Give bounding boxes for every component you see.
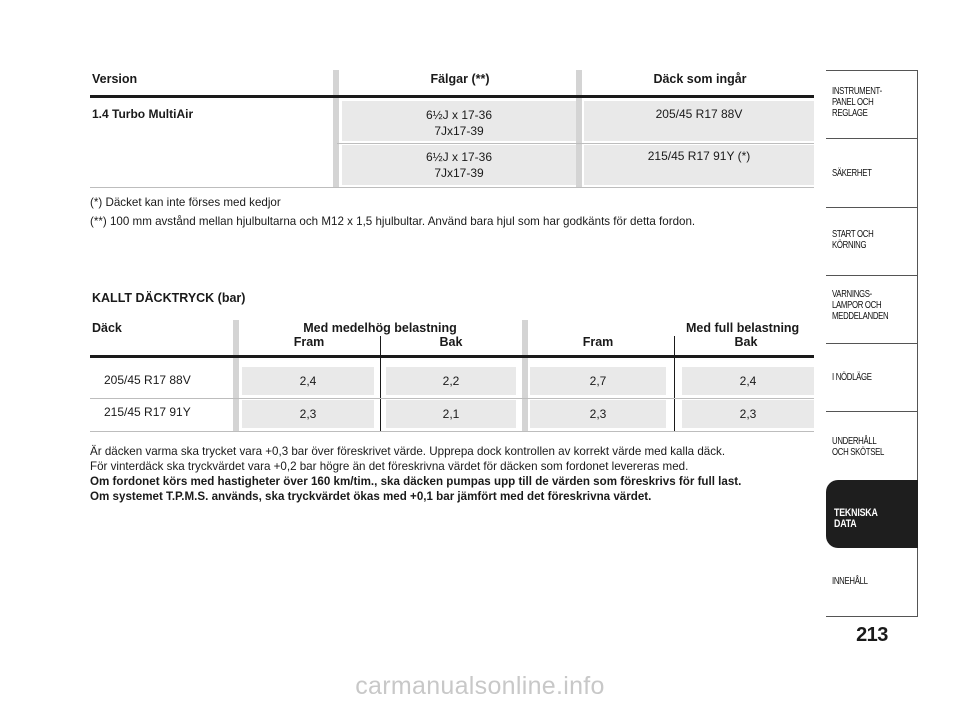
header-rule (90, 355, 814, 358)
paragraph-winter-tyres: För vinterdäck ska tryckvärdet vara +0,2 bar högre än det föreskrivna värdet för däcken som fordonet levereras med. (90, 460, 689, 473)
table-row (342, 149, 576, 181)
column-separator (576, 70, 582, 188)
header-rear: Bak (439, 335, 463, 349)
tab-warning-lights[interactable] (826, 275, 916, 343)
column-separator (522, 320, 528, 432)
pressure-full-rear: 2,3 (682, 400, 814, 428)
table-row (342, 107, 576, 139)
page-number: 213 (856, 624, 888, 646)
rim-size: 6½J x 17-36 (425, 108, 493, 122)
tab-maintenance[interactable] (826, 411, 916, 480)
tyre-size: 215/45 R17 91Y (104, 405, 191, 419)
tab-label: TEKNISKA DATA (834, 507, 878, 530)
tab-instrument-panel[interactable] (826, 70, 916, 138)
table-bottom-rule (90, 431, 814, 432)
pressure-full-front: 2,7 (530, 367, 666, 395)
tab-technical-data[interactable] (826, 480, 918, 548)
header-front: Fram (582, 335, 614, 349)
header-medium-load: Med medelhög belastning (303, 321, 457, 335)
tab-label: START OCH KÖRNING (832, 229, 874, 251)
body-text (90, 444, 816, 504)
version-value: 1.4 Turbo MultiAir (92, 107, 194, 121)
header-tyre: Däck (92, 321, 122, 335)
tyre-size: 205/45 R17 88V (104, 373, 191, 387)
rim-size: 7Jx17-39 (434, 166, 484, 180)
pressure-full-front: 2,3 (530, 400, 666, 428)
header-rear: Bak (734, 335, 758, 349)
tyre-value: 205/45 R17 88V (655, 107, 743, 121)
header-rims: Fälgar (**) (430, 72, 490, 86)
tab-label: VARNINGS- LAMPOR OCH MEDDELANDEN (832, 289, 889, 322)
column-separator (674, 336, 675, 432)
tab-contents[interactable] (826, 548, 916, 616)
rim-size: 7Jx17-39 (434, 124, 484, 138)
rim-size: 6½J x 17-36 (425, 150, 493, 164)
tab-starting-driving[interactable] (826, 207, 916, 275)
pressure-medium-front: 2,4 (242, 367, 374, 395)
header-tyres: Däck som ingår (653, 72, 747, 86)
tab-label: I NÖDLÄGE (832, 372, 872, 383)
tab-label: UNDERHÅLL OCH SKÖTSEL (832, 436, 885, 458)
tyre-value: 215/45 R17 91Y (*) (647, 149, 751, 163)
pressure-medium-rear: 2,1 (386, 400, 516, 428)
section-title: KALLT DÄCKTRYCK (bar) (92, 291, 246, 305)
row-separator (90, 398, 814, 399)
row-separator (337, 143, 814, 144)
tab-divider (826, 616, 918, 617)
header-full-load: Med full belastning (686, 321, 800, 335)
column-separator (380, 336, 381, 432)
footnote-bolts: (**) 100 mm avstånd mellan hjulbultarna och M12 x 1,5 hjulbultar. Använd bara hjul som har godkänts för detta fordon. (90, 215, 696, 228)
paragraph-tpms: Om systemet T.P.M.S. används, ska tryckvärdet ökas med +0,1 bar jämfört med det föreskrivna värdet. (90, 490, 652, 503)
tab-edge (917, 548, 918, 616)
tab-safety[interactable] (826, 138, 916, 207)
header-front: Fram (293, 335, 325, 349)
tab-label: SÄKERHET (832, 168, 872, 179)
paragraph-high-speed: Om fordonet körs med hastigheter över 160 km/tim., ska däcken pumpas upp till de värden som föreskrivs för full last. (90, 475, 742, 488)
pressure-medium-front: 2,3 (242, 400, 374, 428)
header-rule (90, 95, 814, 98)
tab-label: INSTRUMENT- PANEL OCH REGLAGE (832, 86, 882, 119)
tab-emergency[interactable] (826, 343, 916, 411)
pressure-medium-rear: 2,2 (386, 367, 516, 395)
paragraph-warm-tyres: Är däcken varma ska trycket vara +0,3 bar över föreskrivet värde. Upprepa dock kontrollen av korrekt värde med kalla däck. (90, 445, 726, 458)
watermark: carmanualsonline.info (355, 672, 605, 700)
column-separator (233, 320, 239, 432)
footnote-chains: (*) Däcket kan inte förses med kedjor (90, 196, 281, 209)
header-version: Version (92, 72, 138, 86)
pressure-full-rear: 2,4 (682, 367, 814, 395)
tab-label: INNEHÅLL (832, 576, 868, 587)
column-separator (333, 70, 339, 188)
table-bottom-rule (90, 187, 814, 188)
